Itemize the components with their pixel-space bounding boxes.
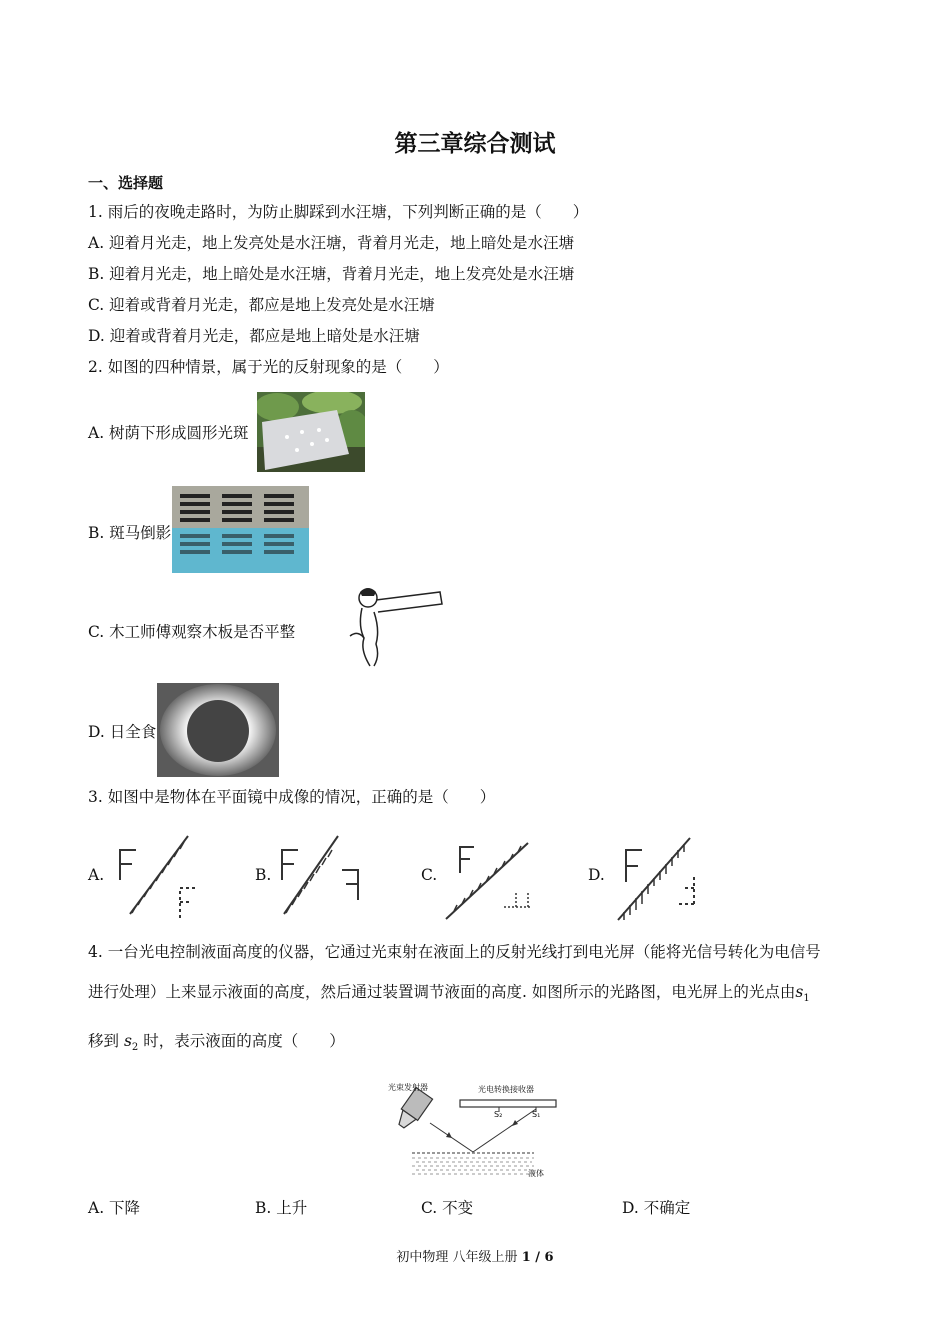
q2-stem: 2. 如图的四种情景，属于光的反射现象的是（ ）: [88, 358, 449, 376]
q4-option-d: D. 不确定: [622, 1199, 691, 1217]
liquid-label: 液体: [528, 1169, 544, 1178]
q1-option-c: C. 迎着或背着月光走，都应是地上发亮处是水汪塘: [88, 296, 435, 314]
tree-shade-light-spots-photo: [257, 392, 365, 472]
q1-stem: 1. 雨后的夜晚走路时，为防止脚踩到水汪塘，下列判断正确的是（ ）: [88, 203, 589, 221]
q3-stem: 3. 如图中是物体在平面镜中成像的情况，正确的是（ ）: [88, 788, 496, 806]
s1-label: S₁: [532, 1110, 541, 1119]
q4-line-1: 4. 一台光电控制液面高度的仪器，它通过光束射在液面上的反射光线打到电光屏（能将光信号转化为电信号: [88, 943, 821, 961]
q4-line-3-prefix: 移到: [88, 1032, 120, 1050]
mirror-image-figure-a: [112, 830, 202, 920]
s2-symbol: $s_2$: [123, 1032, 139, 1054]
page-footer: [0, 1246, 950, 1265]
page-number: 1 / 6: [521, 1250, 554, 1265]
q3-option-b: B.: [255, 866, 272, 884]
mirror-image-figure-c: [440, 835, 535, 923]
mirror-image-figure-b: [272, 830, 362, 920]
emitter-label: 光束发射器: [388, 1083, 428, 1092]
q2-option-b: B. 斑马倒影: [88, 524, 172, 542]
q2-option-a: A. 树荫下形成圆形光斑: [88, 424, 249, 442]
q3-option-c: C.: [421, 866, 438, 884]
q4-line-2: [88, 982, 810, 1009]
q3-option-a: A.: [88, 866, 105, 884]
q4-option-a: A. 下降: [88, 1199, 141, 1217]
q4-option-c: C. 不变: [421, 1199, 474, 1217]
q1-option-d: D. 迎着或背着月光走，都应是地上暗处是水汪塘: [88, 327, 420, 345]
page-title: 第三章综合测试: [394, 131, 556, 157]
zebra-reflection-photo: [172, 486, 309, 573]
footer-text: 初中物理 八年级上册: [396, 1250, 522, 1265]
q4-line-3-suffix: 时，表示液面的高度（ ）: [143, 1032, 345, 1050]
total-solar-eclipse-photo: [157, 683, 279, 777]
section-heading: 一、选择题: [88, 174, 164, 192]
q1-option-a: A. 迎着月光走，地上发亮处是水汪塘，背着月光走，地上暗处是水汪塘: [88, 234, 575, 252]
light-path-diagram: [384, 1078, 564, 1183]
q1-option-b: B. 迎着月光走，地上暗处是水汪塘，背着月光走，地上发亮处是水汪塘: [88, 265, 575, 283]
mirror-image-figure-d: [610, 832, 705, 924]
q4-option-b: B. 上升: [255, 1199, 308, 1217]
carpenter-sighting-board-drawing: [340, 586, 446, 670]
q2-option-c: C. 木工师傅观察木板是否平整: [88, 623, 296, 641]
s2-label: S₂: [494, 1110, 503, 1119]
q4-line-2-text: 进行处理）上来显示液面的高度，然后通过装置调节液面的高度. 如图所示的光路图，电光屏上的光点由: [88, 983, 796, 1001]
q2-option-d: D. 日全食: [88, 723, 157, 741]
q4-line-3: [88, 1031, 345, 1058]
receiver-label: 光电转换接收器: [478, 1085, 534, 1094]
s1-symbol: $s_1$: [795, 983, 810, 1005]
q3-option-d: D.: [588, 866, 605, 884]
